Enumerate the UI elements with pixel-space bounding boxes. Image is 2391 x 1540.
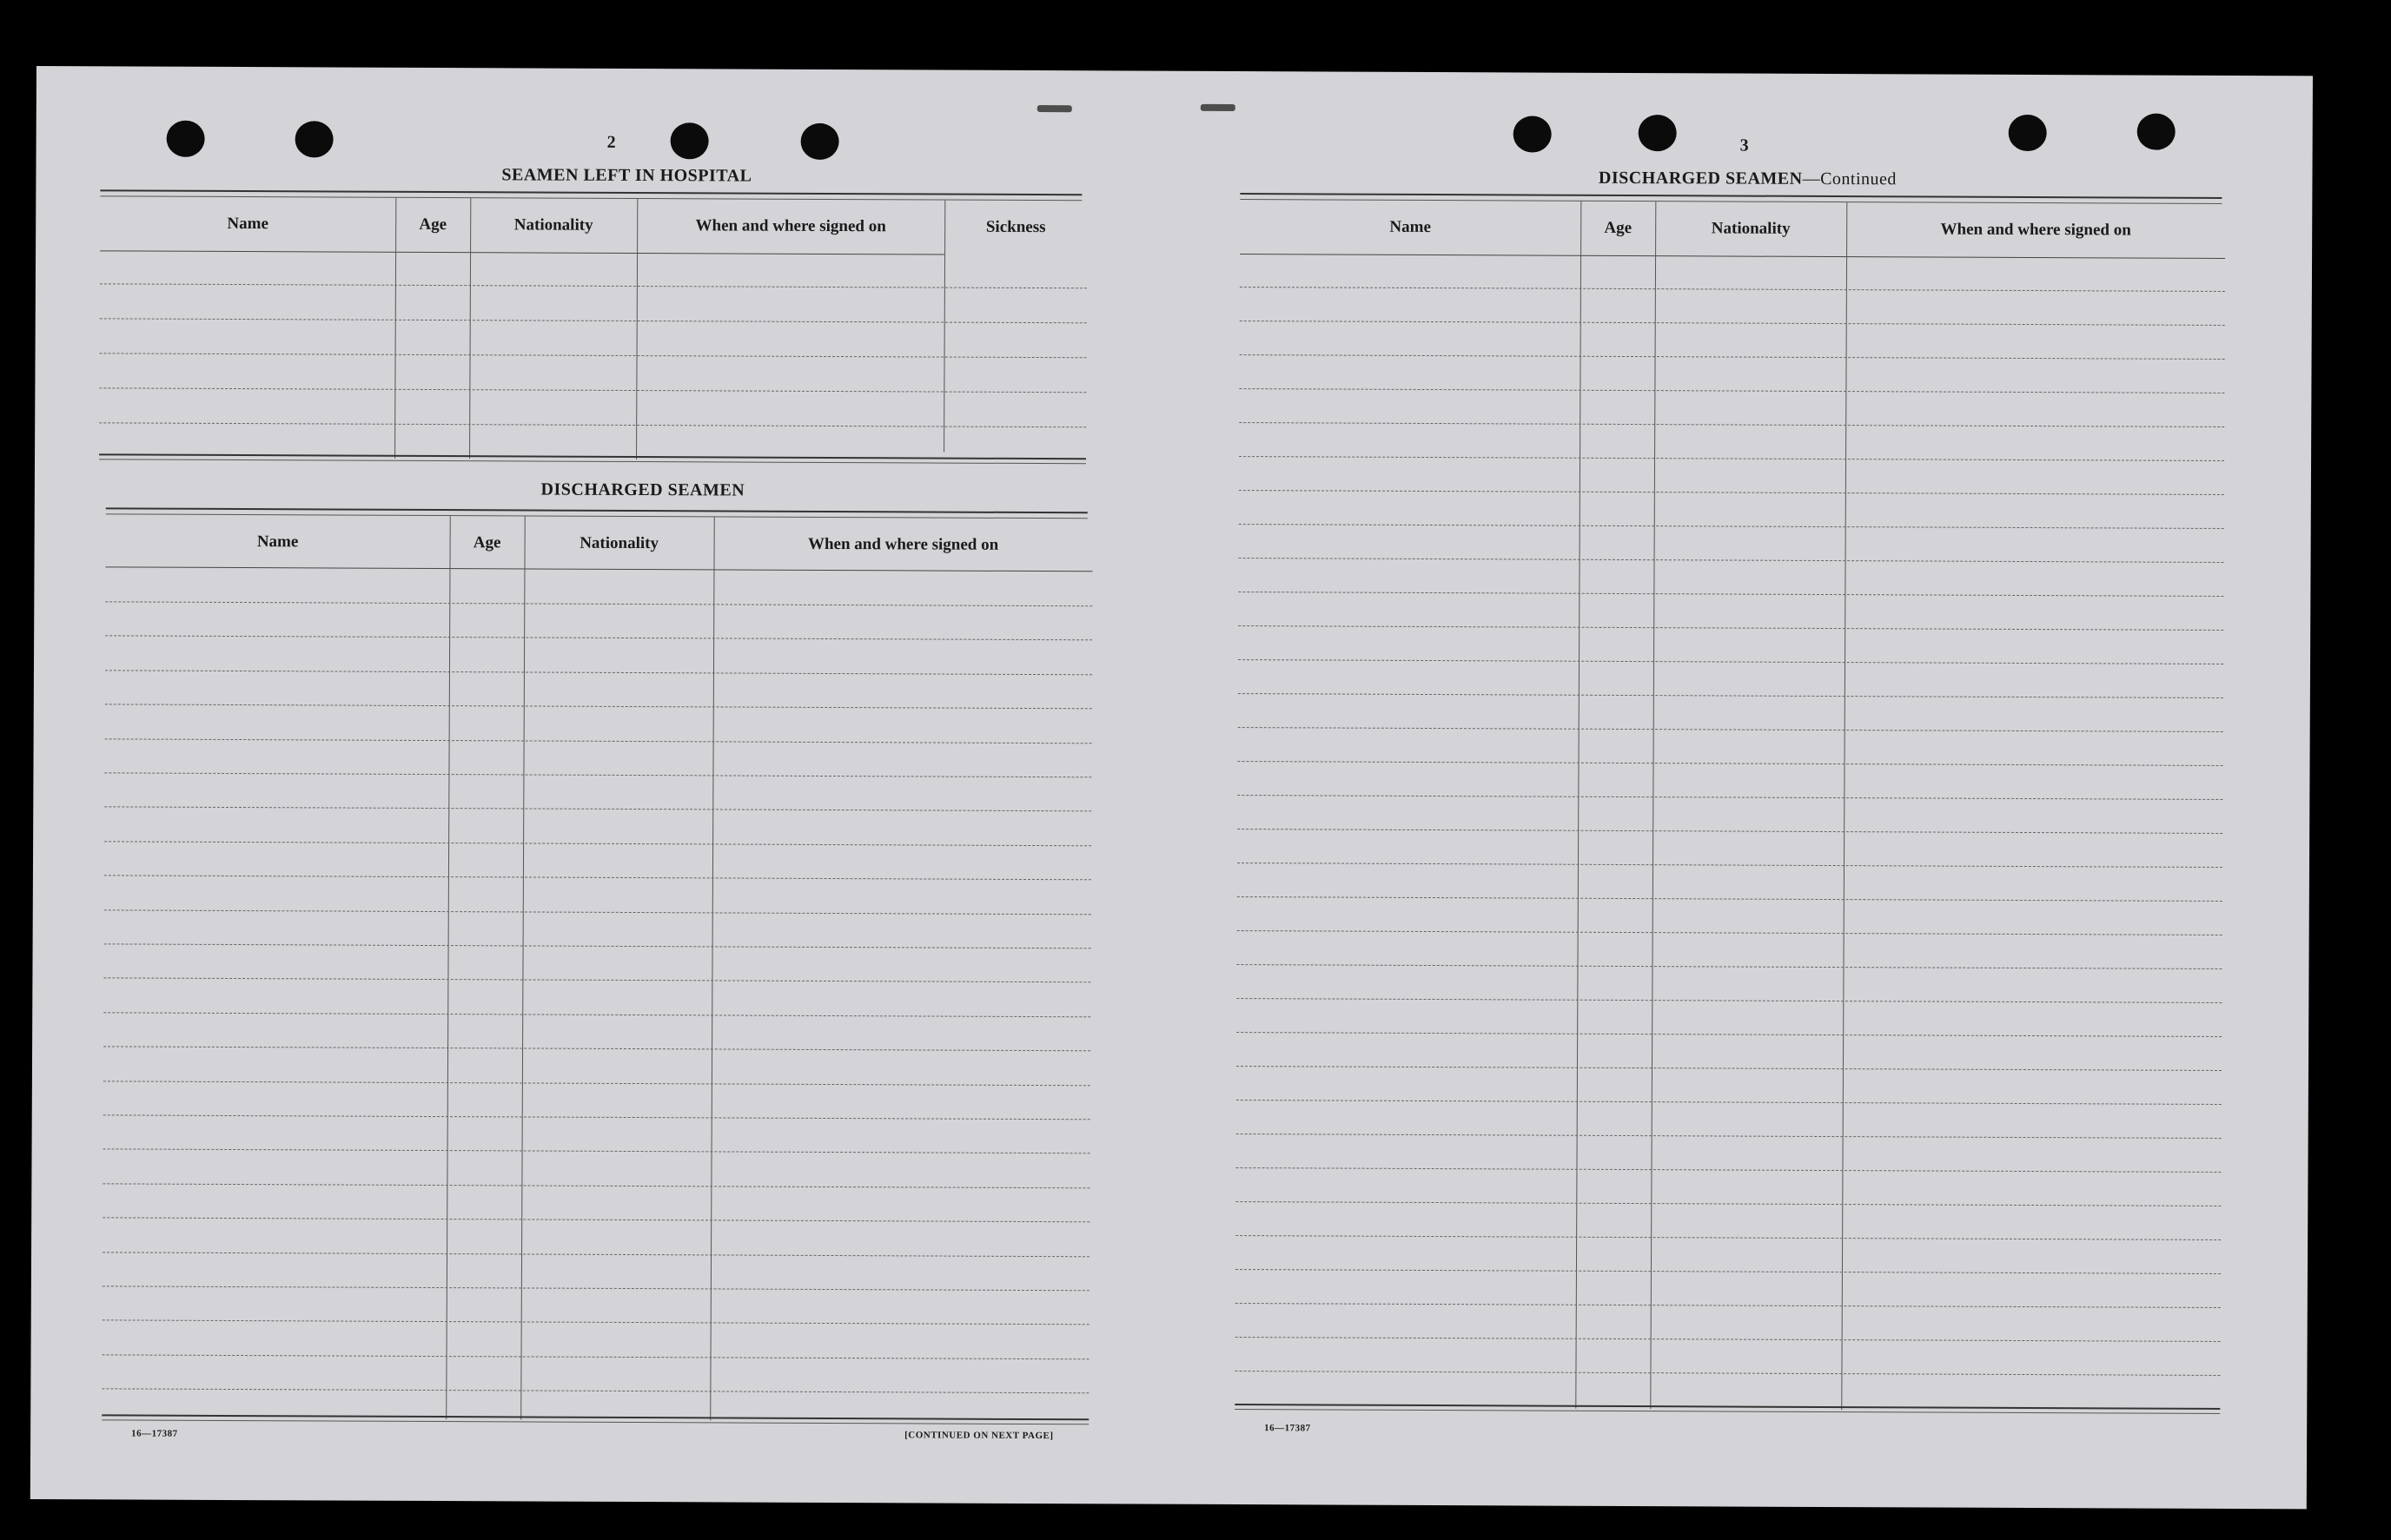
entry-line [1238,592,2223,597]
entry-line [99,387,1086,393]
column-header-name: Name [227,214,268,234]
entry-line [103,1252,1090,1257]
column-header-name: Name [256,532,299,552]
entry-line [100,283,1087,288]
entry-line [105,704,1092,710]
entry-line [105,670,1092,675]
entry-line [1237,863,2222,868]
entry-line [103,1047,1090,1052]
table-bottom-rule [102,1414,1089,1424]
page-number: 2 [606,132,616,152]
entry-line [1235,1337,2221,1342]
entry-line [1236,1100,2222,1105]
column-divider [1575,202,1581,1409]
entry-line [105,636,1092,641]
entry-line [104,943,1091,948]
entry-line [1237,795,2222,800]
entry-line [99,422,1086,427]
entry-line [1238,625,2223,631]
column-header-nationality: Nationality [580,533,659,553]
entry-line [1238,693,2223,698]
column-divider [1841,202,1847,1410]
entry-line [1237,829,2222,834]
column-divider [394,198,396,459]
discharged-continued-table [1235,200,2225,1411]
entry-line [1238,727,2223,732]
punch-hole [2009,115,2047,151]
entry-line [1235,1269,2221,1274]
entry-line [103,1012,1090,1017]
entry-line [103,978,1090,983]
entry-line [1240,354,2225,360]
table-bottom-rule [99,453,1086,464]
column-header-signed-on: When and where signed on [807,534,999,554]
entry-line [103,1183,1090,1188]
entry-line [1239,456,2224,461]
column-header-signed-on: When and where signed on [1940,220,2131,240]
faint-marking [1037,105,1072,112]
column-divider [944,201,945,453]
entry-line [1238,659,2223,664]
column-divider [469,198,471,459]
discharged-continued-title [1495,168,1999,190]
column-divider [520,516,526,1419]
discharged-section-title: DISCHARGED SEAMEN [540,479,745,500]
section-title-text: DISCHARGED SEAMEN [1598,168,1803,188]
punch-hole [295,121,334,157]
entry-line [104,772,1091,777]
hospital-section-title: SEAMEN LEFT IN HOSPITAL [501,165,752,186]
entry-line [100,353,1087,358]
entry-line [103,1218,1090,1223]
entry-line [1239,422,2224,427]
entry-line [1235,1201,2221,1206]
entry-line [1238,761,2223,766]
entry-line [1237,930,2222,935]
column-divider [710,517,715,1420]
entry-line [103,1114,1090,1120]
discharged-table [102,514,1093,1422]
column-header-age: Age [473,533,501,552]
entry-line [1235,1371,2220,1376]
entry-line [1240,321,2225,326]
table-bottom-rule [1235,1404,2220,1414]
entry-line [104,909,1091,915]
column-divider [636,199,638,459]
entry-line [105,601,1092,606]
punch-hole [2137,114,2176,150]
entry-line [1239,490,2224,495]
ledger-sheet [30,66,2313,1509]
column-header-age: Age [1604,218,1633,238]
entry-line [103,1286,1090,1291]
entry-line [103,1320,1090,1325]
entry-line [1240,287,2225,292]
entry-line [1239,558,2224,563]
hospital-table [99,196,1087,461]
entry-line [1236,1032,2222,1037]
column-divider [1650,202,1656,1409]
entry-line [1235,1303,2221,1308]
punch-hole [671,122,709,159]
punch-hole [801,123,839,160]
entry-line [104,876,1091,881]
entry-line [1236,1066,2222,1071]
page-number: 3 [1739,135,1749,155]
form-code: 16—17387 [1264,1423,1311,1434]
column-header-signed-on: When and where signed on [695,216,886,236]
entry-line [102,1389,1089,1394]
entry-line [1235,1235,2221,1240]
entry-line [105,738,1092,744]
entry-line [1236,1134,2222,1139]
entry-line [104,841,1091,846]
entry-line [103,1149,1090,1154]
column-header-age: Age [419,215,447,235]
entry-line [104,807,1091,812]
punch-hole [167,121,205,157]
punch-hole [1639,115,1677,151]
entry-line [100,318,1087,323]
column-header-name: Name [1389,217,1431,237]
section-title-suffix: —Continued [1802,169,1897,189]
entry-line [1235,1167,2221,1173]
entry-line [1236,964,2222,969]
entry-line [1239,388,2224,393]
faint-marking [1201,104,1235,111]
column-header-nationality: Nationality [513,215,593,235]
entry-line [103,1354,1090,1359]
column-header-sickness: Sickness [985,217,1046,237]
entry-line [1237,896,2222,902]
column-divider [446,516,451,1419]
entry-line [1239,524,2224,529]
entry-line [1236,998,2222,1003]
continued-note: [CONTINUED ON NEXT PAGE] [904,1430,1054,1442]
punch-hole [1513,116,1552,152]
column-header-nationality: Nationality [1711,219,1791,238]
entry-line [103,1081,1090,1086]
form-code: 16—17387 [131,1428,178,1439]
